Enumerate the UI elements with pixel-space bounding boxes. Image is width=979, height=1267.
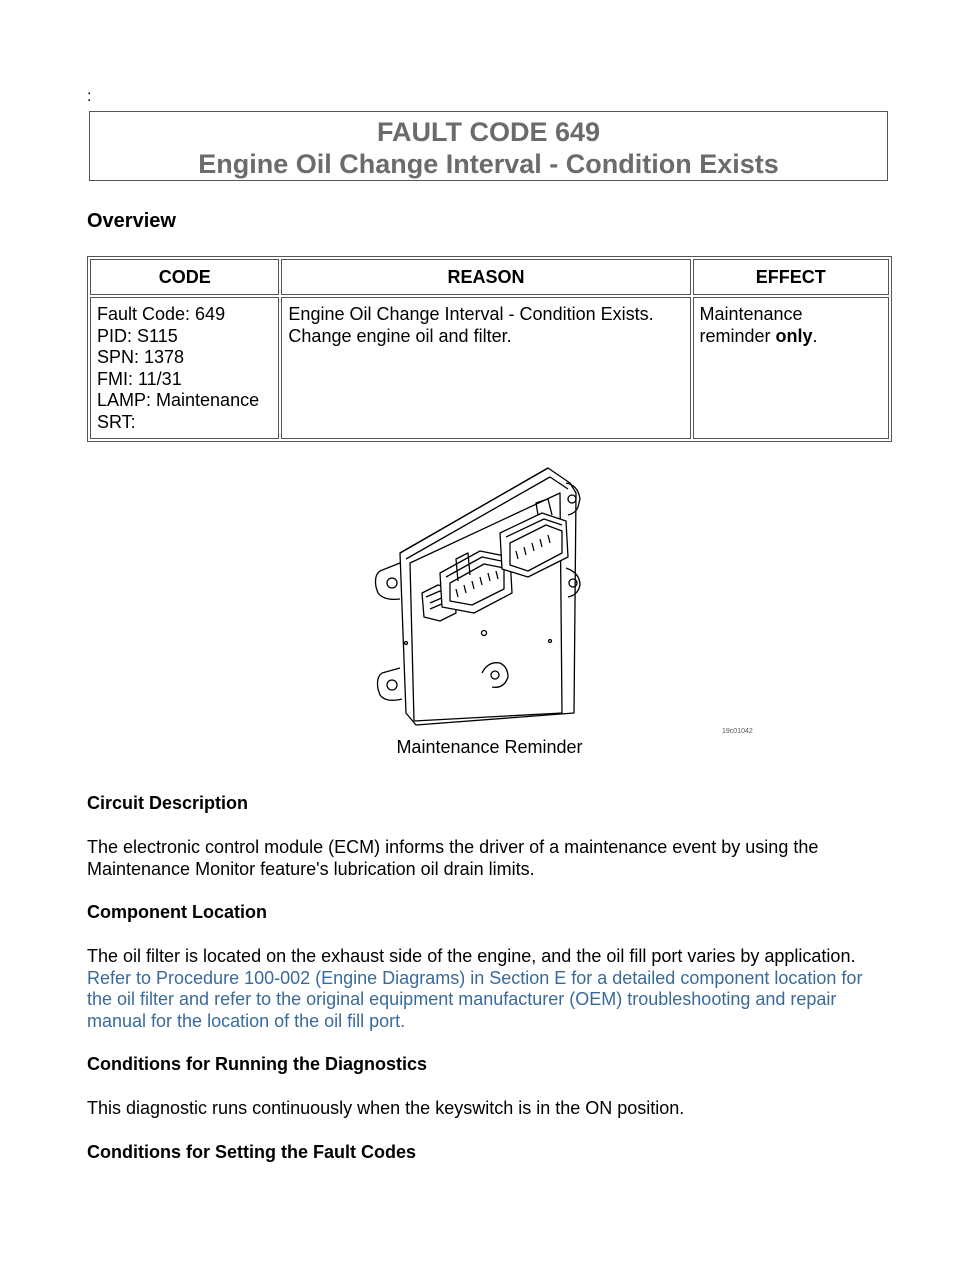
effect-cell <box>693 297 890 439</box>
effect-text: reminder <box>699 325 776 346</box>
column-header-code: CODE <box>90 259 279 295</box>
figure-caption: Maintenance Reminder <box>396 737 583 757</box>
overview-table <box>87 256 892 442</box>
spn-line: SPN: 1378 <box>97 347 185 367</box>
component-location-text <box>87 946 872 1032</box>
reason-line-2: Change engine oil and filter. <box>288 325 512 346</box>
pid-line: PID: S115 <box>97 325 178 346</box>
figure-code: 19c01042 <box>722 728 753 735</box>
column-header-reason: REASON <box>281 259 690 295</box>
ecm-module-illustration <box>370 463 770 738</box>
reason-cell <box>281 297 690 439</box>
lamp-line: LAMP: Maintenance <box>97 390 260 410</box>
code-cell <box>90 297 279 439</box>
component-location-heading: Component Location <box>87 902 267 922</box>
fault-code-subtitle: Engine Oil Change Interval - Condition Exists <box>198 149 779 179</box>
effect-line-1: Maintenance <box>699 304 803 324</box>
effect-emphasis: only <box>775 325 813 346</box>
running-conditions-heading: Conditions for Running the Diagnostics <box>87 1054 427 1074</box>
fmi-line: FMI: 11/31 <box>97 368 182 389</box>
column-header-effect: EFFECT <box>693 259 890 295</box>
overview-heading: Overview <box>87 210 176 232</box>
table-row <box>90 297 889 439</box>
circuit-description-text: The electronic control module (ECM) informs the driver of a maintenance event by using the Maintenance Monitor feature's lubrication oil drain limits. <box>87 837 819 879</box>
component-location-plain: The oil filter is located on the exhaust side of the engine, and the oil fill port varies by application. <box>87 946 856 966</box>
circuit-description-heading: Circuit Description <box>87 793 249 813</box>
title-box <box>89 111 888 181</box>
fault-code-title: FAULT CODE 649 <box>376 117 601 147</box>
setting-conditions-heading: Conditions for Setting the Fault Codes <box>87 1142 416 1162</box>
running-conditions-text: This diagnostic runs continuously when the keyswitch is in the ON position. <box>87 1098 685 1118</box>
page-colon: : <box>87 88 92 105</box>
srt-line: SRT: <box>97 411 136 432</box>
effect-period: . <box>812 325 818 346</box>
procedure-reference-link[interactable]: Refer to Procedure 100-002 (Engine Diagrams) in Section E for a detailed component location for the oil filter and refer to the original equipment manufacturer (OEM) troubleshooting and repair manual for the location of the oil fill port. <box>87 967 863 1031</box>
reason-line-1: Engine Oil Change Interval - Condition Exists. <box>288 304 654 324</box>
fault-code-line: Fault Code: 649 <box>97 304 226 324</box>
ecm-figure <box>370 463 770 738</box>
